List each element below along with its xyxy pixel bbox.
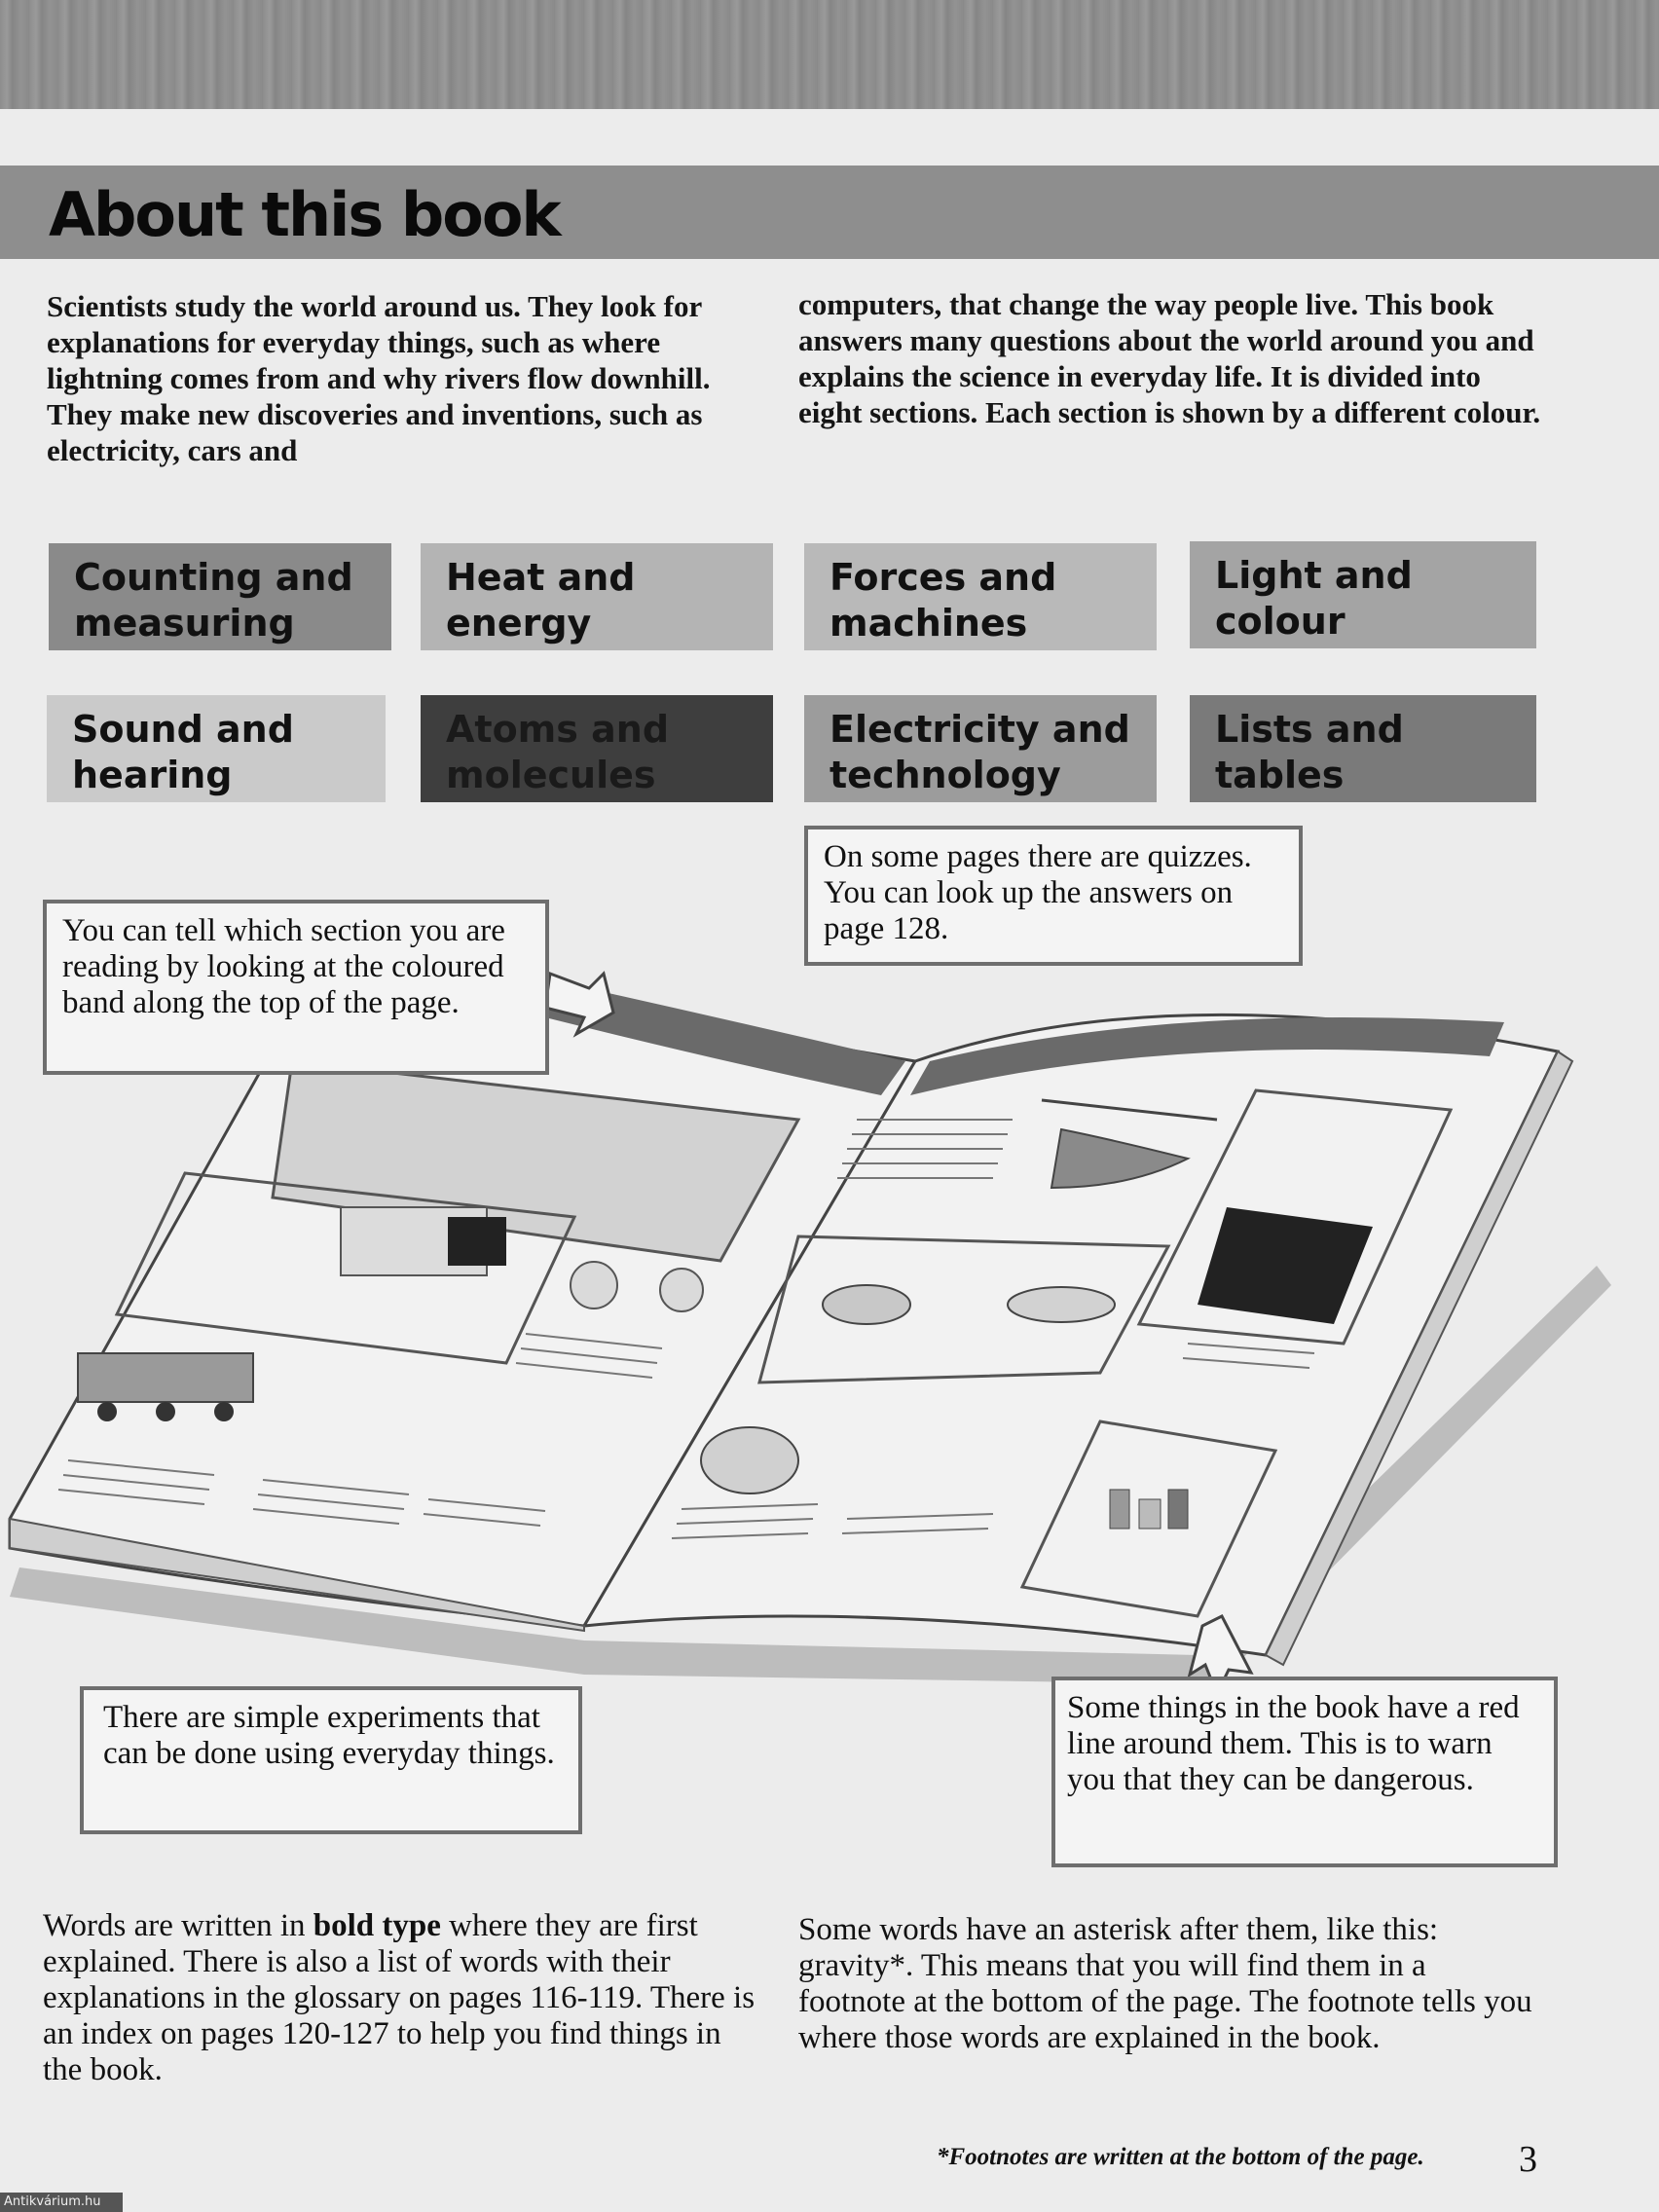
callout-experiments: There are simple experiments that can be done using everyday things. <box>80 1686 582 1834</box>
section-forces-and-machines: Forces and machines <box>804 543 1157 650</box>
bold-type-text-before: Words are written in <box>43 1908 313 1943</box>
watermark: Antikvárium.hu <box>0 2193 123 2212</box>
section-heat-and-energy: Heat and energy <box>421 543 773 650</box>
bold-type-paragraph <box>43 1908 763 2088</box>
section-sound-and-hearing: Sound and hearing <box>47 695 386 802</box>
section-electricity-and-technology: Electricity and technology <box>804 695 1157 802</box>
bold-type-text-after: where they are first explained. There is also a list of words with their explanations in the glossary on pages 116-119. There is an index on pages 120-127 to help you find things in the book. <box>43 1908 756 2087</box>
page-title: About this book <box>49 179 560 250</box>
asterisk-paragraph: Some words have an asterisk after them, like this: gravity*. This means that you will find them in a footnote at the bottom of the page. The footnote tells you where those words are explained in the book. <box>798 1912 1532 2055</box>
section-light-and-colour: Light and colour <box>1190 541 1536 648</box>
intro-text-right: computers, that change the way people live. This book answers many questions about the world around you and explains the science in everyday life. It is divided into eight sections. Each section is shown by a different colour. <box>798 287 1541 429</box>
section-counting-and-measuring: Counting and measuring <box>49 543 391 650</box>
intro-text-left: Scientists study the world around us. They look for explanations for everyday things, such as where lightning comes from and why rivers flow downhill. They make new discoveries and inventions, such as electricity, cars and <box>47 289 711 467</box>
callout-danger: Some things in the book have a red line around them. This is to warn you that they can be dangerous. <box>1051 1677 1558 1867</box>
callout-quizzes: On some pages there are quizzes. You can look up the answers on page 128. <box>804 826 1303 966</box>
section-atoms-and-molecules: Atoms and molecules <box>421 695 773 802</box>
footnote: *Footnotes are written at the bottom of the page. <box>937 2144 1424 2170</box>
section-lists-and-tables: Lists and tables <box>1190 695 1536 802</box>
callout-coloured-band: You can tell which section you are reading by looking at the coloured band along the top of the page. <box>43 900 549 1075</box>
wooden-surface <box>0 0 1659 115</box>
page-number: 3 <box>1519 2139 1537 2180</box>
bold-type-example: bold type <box>313 1908 441 1943</box>
